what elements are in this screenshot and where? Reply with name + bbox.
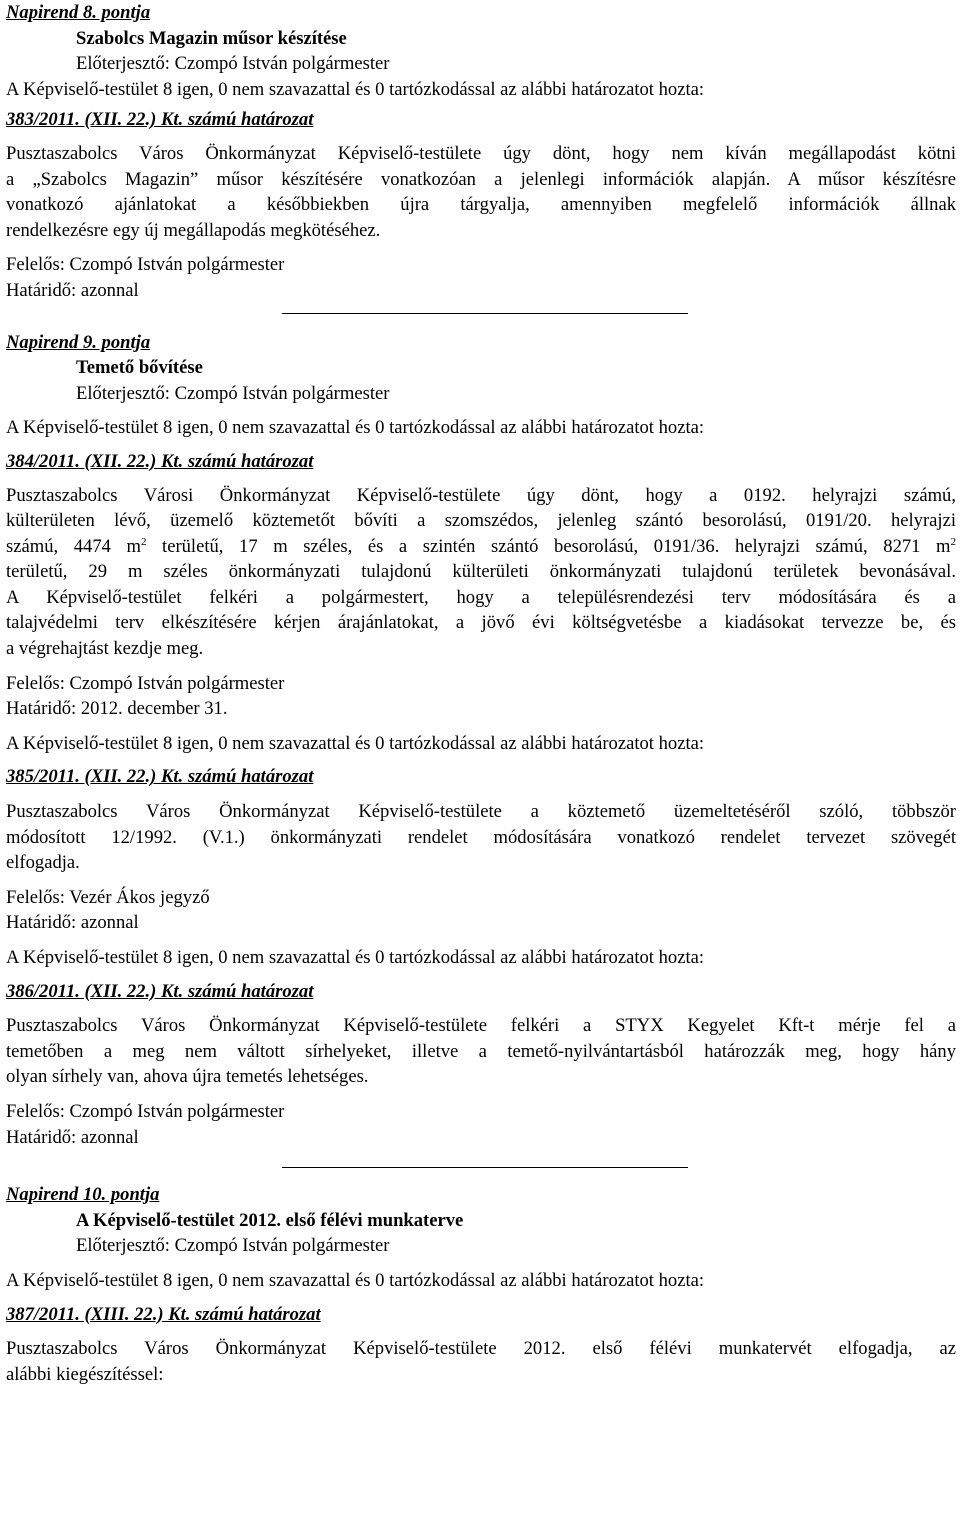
resolution-383-text-line: a „Szabolcs Magazin” műsor készítésére vonatkozóan a jelenlegi információk alapján. A műsor készítésre — [6, 168, 956, 190]
resolution-383-heading: 383/2011. (XII. 22.) Kt. számú határozat — [6, 109, 314, 131]
agenda-item-8-title: Szabolcs Magazin műsor készítése — [76, 27, 347, 49]
resolution-387-text-line: alábbi kiegészítéssel: — [6, 1363, 164, 1385]
resolution-386-text-line: temetőben a meg nem váltott sírhelyeket, illetve a temető-nyilvántartásból határozzák meg, hogy hány — [6, 1040, 956, 1062]
vote-statement: A Képviselő-testület 8 igen, 0 nem szavazattal és 0 tartózkodással az alábbi határozatot hozta: — [6, 732, 705, 754]
agenda-item-9-presenter: Előterjesztő: Czompó István polgármester — [76, 382, 390, 404]
responsible-person: Felelős: Czompó István polgármester — [6, 254, 285, 276]
resolution-384-heading: 384/2011. (XII. 22.) Kt. számú határozat — [6, 450, 314, 472]
resolution-384-text-line: talajvédelmi terv elkészítésére kérjen árajánlatokat, a jövő évi költségvetésbe a kiadásokat tervezze be, és — [6, 612, 956, 634]
deadline: Határidő: 2012. december 31. — [6, 698, 228, 720]
deadline: Határidő: azonnal — [6, 912, 139, 934]
resolution-386-text-line: Pusztaszabolcs Város Önkormányzat Képviselő-testülete felkéri a STYX Kegyelet Kft-t mérje fel a — [6, 1015, 956, 1037]
resolution-383-text-line: rendelkezésre egy új megállapodás megkötéséhez. — [6, 219, 381, 241]
resolution-384-text-line: Pusztaszabolcs Városi Önkormányzat Képviselő-testülete úgy dönt, hogy a 0192. helyrajzi számú, — [6, 484, 956, 506]
resolution-386-text-line: olyan sírhely van, ahova újra temetés lehetséges. — [6, 1066, 369, 1088]
responsible-person: Felelős: Czompó István polgármester — [6, 672, 285, 694]
vote-statement: A Képviselő-testület 8 igen, 0 nem szavazattal és 0 tartózkodással az alábbi határozatot hozta: — [6, 78, 705, 100]
agenda-item-9-title: Temető bővítése — [76, 357, 203, 379]
resolution-384-text-line: területű, 29 m széles önkormányzati tulajdonú külterületi önkormányzati tulajdonú területek bevonásával. — [6, 561, 956, 583]
section-divider — [6, 304, 956, 320]
agenda-item-10-presenter: Előterjesztő: Czompó István polgármester — [76, 1235, 390, 1257]
section-divider — [6, 1150, 956, 1174]
agenda-item-9-heading: Napirend 9. pontja — [6, 331, 151, 353]
resolution-383-text-line: vonatkozó ajánlatokat a későbbiekben újra tárgyalja, amennyiben megfelelő információk állnak — [6, 194, 956, 216]
resolution-385-text-line: Pusztaszabolcs Város Önkormányzat Képviselő-testülete a köztemető üzemeltetéséről szóló, többször — [6, 801, 956, 823]
vote-statement: A Képviselő-testület 8 igen, 0 nem szavazattal és 0 tartózkodással az alábbi határozatot hozta: — [6, 947, 705, 968]
agenda-item-10-heading: Napirend 10. pontja — [6, 1184, 160, 1206]
resolution-384-text-line: külterületen lévő, üzemelő köztemetőt bővíti a szomszédos, jelenleg szántó besorolású, 0191/20. helyrajzi — [6, 510, 956, 532]
responsible-person: Felelős: Vezér Ákos jegyző — [6, 886, 210, 908]
agenda-item-10-title: A Képviselő-testület 2012. első félévi munkaterve — [76, 1209, 464, 1231]
resolution-384-text-line: A Képviselő-testület felkéri a polgármestert, hogy a településrendezési terv módosítására és a — [6, 586, 956, 608]
resolution-387-heading: 387/2011. (XIII. 22.) Kt. számú határozat — [6, 1303, 321, 1325]
resolution-384-text-line: a végrehajtást kezdje meg. — [6, 638, 204, 660]
resolution-385-text-line: elfogadja. — [6, 852, 80, 874]
deadline: Határidő: azonnal — [6, 279, 139, 301]
deadline: Határidő: azonnal — [6, 1126, 139, 1148]
resolution-386-heading: 386/2011. (XII. 22.) Kt. számú határozat — [6, 980, 314, 1002]
resolution-387-text-line: Pusztaszabolcs Város Önkormányzat Képviselő-testülete 2012. első félévi munkatervét elfogadja, az — [6, 1338, 956, 1360]
vote-statement: A Képviselő-testület 8 igen, 0 nem szavazattal és 0 tartózkodással az alábbi határozatot hozta: — [6, 417, 705, 439]
agenda-item-8-heading: Napirend 8. pontja — [6, 2, 151, 23]
resolution-385-text-line: módosított 12/1992. (V.1.) önkormányzati rendelet módosítására vonatkozó rendelet tervezet szövegét — [6, 826, 956, 848]
resolution-385-heading: 385/2011. (XII. 22.) Kt. számú határozat — [6, 766, 314, 788]
agenda-item-8-presenter: Előterjesztő: Czompó István polgármester — [76, 53, 390, 75]
responsible-person: Felelős: Czompó István polgármester — [6, 1100, 285, 1122]
resolution-383-text-line: Pusztaszabolcs Város Önkormányzat Képviselő-testülete úgy dönt, hogy nem kíván megállapodást kötni — [6, 142, 956, 164]
resolution-384-text-line: számú, 4474 $m^2$ területű, 17 m széles, és a szintén szántó besorolású, 0191/36. helyrajzi számú, 8271 $m^2$ — [6, 535, 956, 557]
vote-statement: A Képviselő-testület 8 igen, 0 nem szavazattal és 0 tartózkodással az alábbi határozatot hozta: — [6, 1269, 705, 1291]
